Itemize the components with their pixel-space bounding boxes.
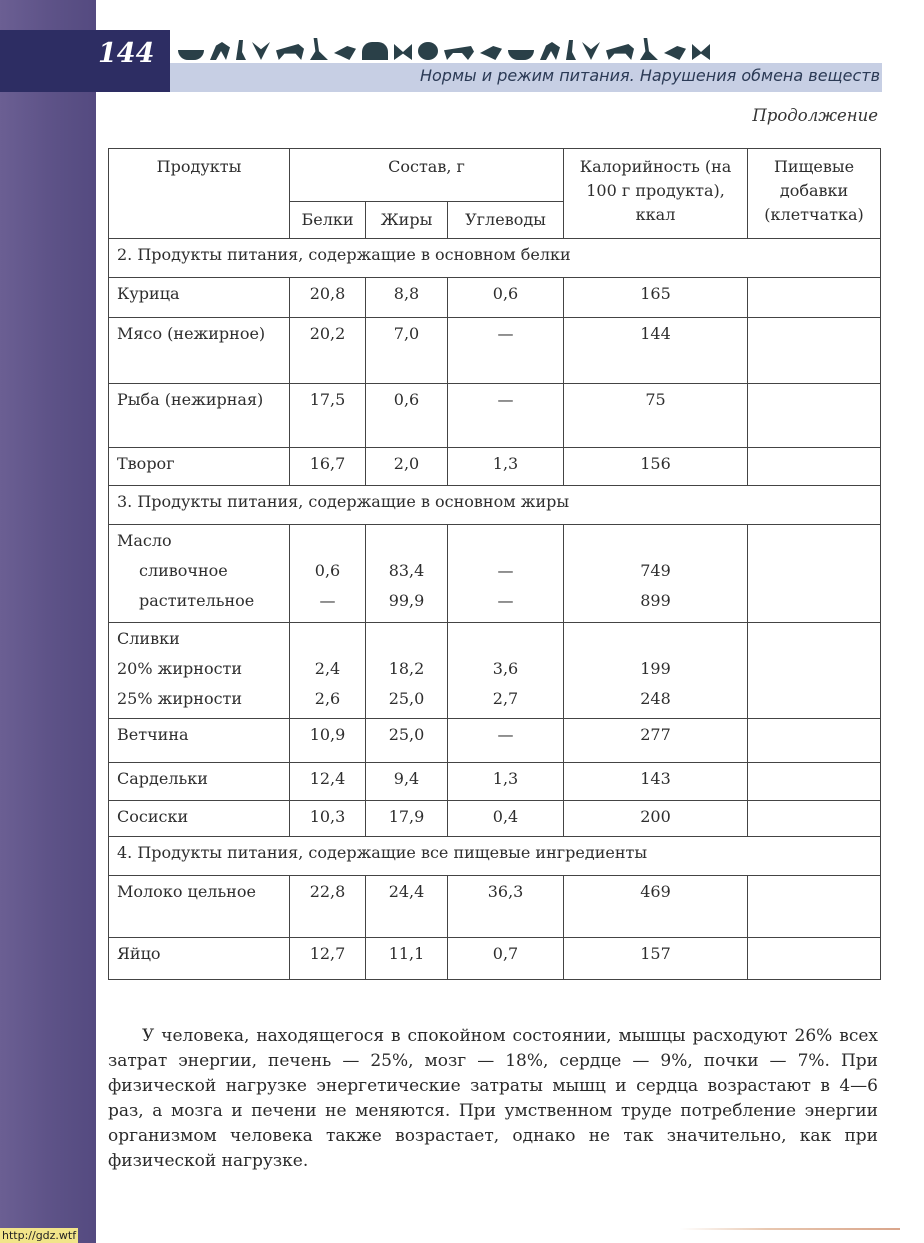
fats-value: 99,9	[388, 591, 425, 610]
kcal-value: 143	[564, 763, 748, 801]
product-name: Ветчина	[109, 719, 290, 763]
product-name: Рыба (нежирная)	[109, 384, 290, 448]
fiber-value	[748, 719, 881, 763]
kcal-value: 749	[640, 561, 671, 580]
product-name: Сосиски	[109, 801, 290, 837]
continuation-label: Продолжение	[752, 106, 878, 125]
product-name: Творог	[109, 448, 290, 486]
group-name: Сливки	[117, 629, 180, 648]
table-row	[109, 278, 881, 318]
proteins-value: 10,9	[290, 719, 366, 763]
kcal-value: 156	[564, 448, 748, 486]
whale-icon	[508, 50, 534, 60]
kcal-value: 277	[564, 719, 748, 763]
header-composition: Состав, г	[290, 149, 564, 202]
proteins-value: 17,5	[290, 384, 366, 448]
decorative-rule	[680, 1228, 900, 1230]
hare-icon	[664, 46, 686, 60]
animal-silhouettes-icon	[178, 34, 710, 60]
wolf-icon	[540, 42, 560, 60]
kcal-value: 144	[564, 318, 748, 384]
heron-icon	[310, 38, 328, 60]
product-name: Молоко цельное	[109, 876, 290, 938]
product-name: растительное	[139, 591, 255, 610]
fats-value: 25,0	[388, 689, 425, 708]
fiber-value	[748, 448, 881, 486]
kcal-value: 248	[640, 689, 671, 708]
fats-value: 24,4	[366, 876, 448, 938]
fats-value: 17,9	[366, 801, 448, 837]
proteins-value: 2,4	[314, 659, 341, 678]
fats-value: 25,0	[366, 719, 448, 763]
header-proteins: Белки	[290, 202, 366, 239]
kcal-value: 199	[640, 659, 671, 678]
carbs-value: 0,6	[448, 278, 564, 318]
fats-value: 0,6	[366, 384, 448, 448]
product-name: 20% жирности	[117, 659, 243, 678]
kcal-value: 899	[640, 591, 671, 610]
table-row	[109, 318, 881, 384]
fats-value: 83,4	[388, 561, 425, 580]
fiber-value	[748, 763, 881, 801]
chapter-title: Нормы и режим питания. Нарушения обмена веществ	[419, 66, 880, 85]
fiber-value	[748, 318, 881, 384]
table-row-group	[109, 623, 881, 719]
whale-icon	[178, 50, 204, 60]
butterfly-icon	[394, 44, 412, 60]
body-paragraph: У человека, находящегося в спокойном состоянии, мышцы расходуют 26% всех затрат энергии, печень — 25%, мозг — 18%, сердце — 9%, почки — 7%. При физической нагрузке энергетические затраты мышц и сердца возрастают в 4—6 раз, а мозга и печени не меняются. При умственном труде потребление энергии организмом человека также возрастает, однако не так значительно, как при физической нагрузке.	[108, 1026, 878, 1171]
bird-icon	[236, 40, 246, 60]
carbs-value: 36,3	[448, 876, 564, 938]
table-row	[109, 719, 881, 763]
table-row	[109, 763, 881, 801]
carbs-value: 1,3	[448, 448, 564, 486]
product-name: 25% жирности	[117, 689, 243, 708]
scorpion-icon	[418, 42, 438, 60]
carbs-value: 2,7	[492, 689, 519, 708]
header-additives: Пищевые добавки (клетчатка)	[748, 149, 881, 239]
carbs-value: 0,4	[448, 801, 564, 837]
swallow-icon	[480, 46, 502, 60]
carbs-value: —	[497, 591, 514, 610]
carbs-value: —	[497, 561, 514, 580]
table-row	[109, 801, 881, 837]
watermark-link[interactable]: http://gdz.wtf	[2, 1229, 77, 1242]
fats-value: 9,4	[366, 763, 448, 801]
fats-value: 2,0	[366, 448, 448, 486]
proteins-value: 22,8	[290, 876, 366, 938]
table-row	[109, 384, 881, 448]
table-row	[109, 938, 881, 980]
carbs-value: 0,7	[448, 938, 564, 980]
bird-icon	[566, 40, 576, 60]
proteins-value: 20,8	[290, 278, 366, 318]
page-number: 144	[98, 38, 155, 69]
kcal-value: 200	[564, 801, 748, 837]
boar-icon	[606, 44, 634, 60]
carbs-value: —	[448, 384, 564, 448]
kcal-value: 469	[564, 876, 748, 938]
hare-icon	[334, 46, 356, 60]
fats-value: 11,1	[366, 938, 448, 980]
proteins-value: 16,7	[290, 448, 366, 486]
header-calories: Калорийность (на 100 г продукта), ккал	[564, 149, 748, 239]
carbs-value: 3,6	[492, 659, 519, 678]
fiber-value	[748, 384, 881, 448]
fiber-value	[748, 623, 881, 719]
product-name: Сардельки	[109, 763, 290, 801]
carbs-value: —	[448, 719, 564, 763]
nutrition-table	[108, 148, 881, 980]
header-fats: Жиры	[366, 202, 448, 239]
section-title: 3. Продукты питания, содержащие в основном жиры	[109, 486, 881, 525]
boar-icon	[276, 44, 304, 60]
fiber-value	[748, 278, 881, 318]
elephant-icon	[362, 42, 388, 60]
fats-value: 8,8	[366, 278, 448, 318]
proteins-value: 10,3	[290, 801, 366, 837]
carbs-value: —	[448, 318, 564, 384]
horse-icon	[444, 46, 474, 60]
fats-value: 7,0	[366, 318, 448, 384]
proteins-value: 0,6	[314, 561, 341, 580]
proteins-value: —	[319, 591, 336, 610]
kcal-value: 75	[564, 384, 748, 448]
section-title: 2. Продукты питания, содержащие в основном белки	[109, 239, 881, 278]
product-name: Мясо (нежирное)	[109, 318, 290, 384]
group-name: Масло	[117, 531, 172, 550]
wolf-icon	[210, 42, 230, 60]
table-row	[109, 448, 881, 486]
product-name: сливочное	[139, 561, 228, 580]
proteins-value: 12,7	[290, 938, 366, 980]
proteins-value: 2,6	[314, 689, 341, 708]
page-edge-band	[0, 0, 96, 1243]
proteins-value: 12,4	[290, 763, 366, 801]
carbs-value: 1,3	[448, 763, 564, 801]
fats-value: 18,2	[388, 659, 425, 678]
fiber-value	[748, 876, 881, 938]
product-name: Курица	[109, 278, 290, 318]
header-carbs: Углеводы	[448, 202, 564, 239]
product-name: Яйцо	[109, 938, 290, 980]
insect-icon	[582, 42, 600, 60]
table-row-group	[109, 525, 881, 623]
fiber-value	[748, 801, 881, 837]
table-row	[109, 876, 881, 938]
header-products: Продукты	[109, 149, 290, 239]
fiber-value	[748, 525, 881, 623]
kcal-value: 157	[564, 938, 748, 980]
section-title: 4. Продукты питания, содержащие все пищевые ингредиенты	[109, 837, 881, 876]
heron-icon	[640, 38, 658, 60]
butterfly-icon	[692, 44, 710, 60]
insect-icon	[252, 42, 270, 60]
fiber-value	[748, 938, 881, 980]
proteins-value: 20,2	[290, 318, 366, 384]
kcal-value: 165	[564, 278, 748, 318]
